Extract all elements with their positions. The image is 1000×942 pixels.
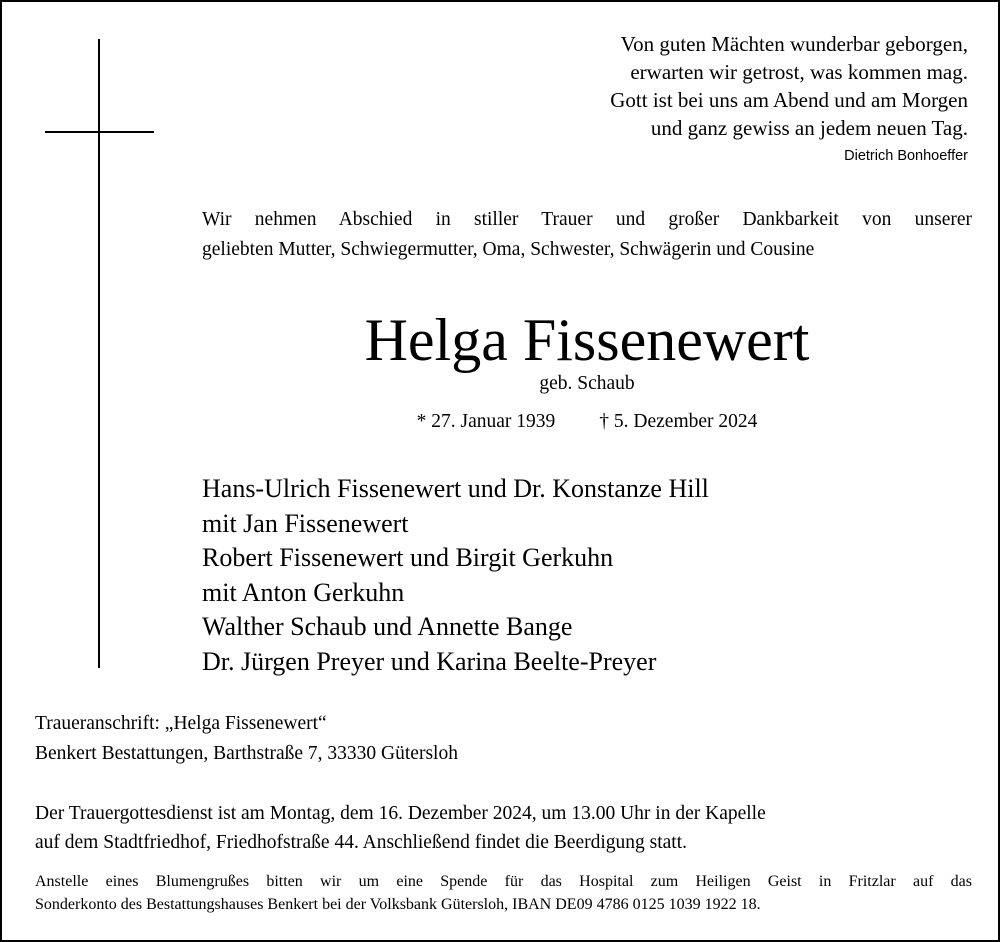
life-dates [202,406,972,438]
family-member: mit Jan Fissenewert [202,508,409,538]
family-member: Walther Schaub und Annette Bange [202,612,573,641]
cross-icon [98,39,100,668]
mourning-address [35,709,458,769]
cross-icon-bar [45,131,154,133]
address-line: Traueranschrift: „Helga Fissenewert“ [35,713,327,734]
family-member: Dr. Jürgen Preyer und Karina Beelte-Preyer [202,646,657,676]
poem-line: und ganz gewiss an jedem neuen Tag. [650,116,968,140]
donation-line: Anstelle eines Blumengrußes bitten wir um eine Spende für das Hospital zum Heiligen Geist in Fritzlar auf das [35,873,972,890]
funeral-service-info [35,799,766,857]
poem-block [610,30,968,167]
donation-info [35,870,972,916]
death-date: † 5. Dezember 2024 [599,411,758,432]
family-list [202,472,709,679]
intro-line: geliebten Mutter, Schwiegermutter, Oma, Schwester, Schwägerin und Cousine [202,239,815,260]
poem-author: Dietrich Bonhoeffer [844,148,968,164]
poem-line: erwarten wir getrost, was kommen mag. [630,60,968,84]
family-member: mit Anton Gerkuhn [202,577,405,607]
donation-line: Sonderkonto des Bestattungshauses Benkert bei der Volksbank Gütersloh, IBAN DE09 4786 0125 1039 1922 18. [35,896,761,913]
poem-line: Gott ist bei uns am Abend und am Morgen [610,88,968,112]
poem-line: Von guten Mächten wunderbar geborgen, [620,32,968,56]
family-member: Robert Fissenewert und Birgit Gerkuhn [202,543,614,572]
address-line: Benkert Bestattungen, Barthstraße 7, 33330 Gütersloh [35,743,458,764]
intro-text [202,205,972,265]
intro-line: Wir nehmen Abschied in stiller Trauer und großer Dankbarkeit von unserer [202,209,972,230]
birth-date: * 27. Januar 1939 [416,411,556,432]
maiden-name: geb. Schaub [539,373,635,394]
service-line: Der Trauergottesdienst ist am Montag, dem 16. Dezember 2024, um 13.00 Uhr in der Kapelle [35,803,766,824]
deceased-name: Helga Fissenewert [364,307,810,373]
service-line: auf dem Stadtfriedhof, Friedhofstraße 44. Anschließend findet die Beerdigung statt. [35,832,688,853]
family-member: Hans-Ulrich Fissenewert und Dr. Konstanze Hill [202,474,709,503]
